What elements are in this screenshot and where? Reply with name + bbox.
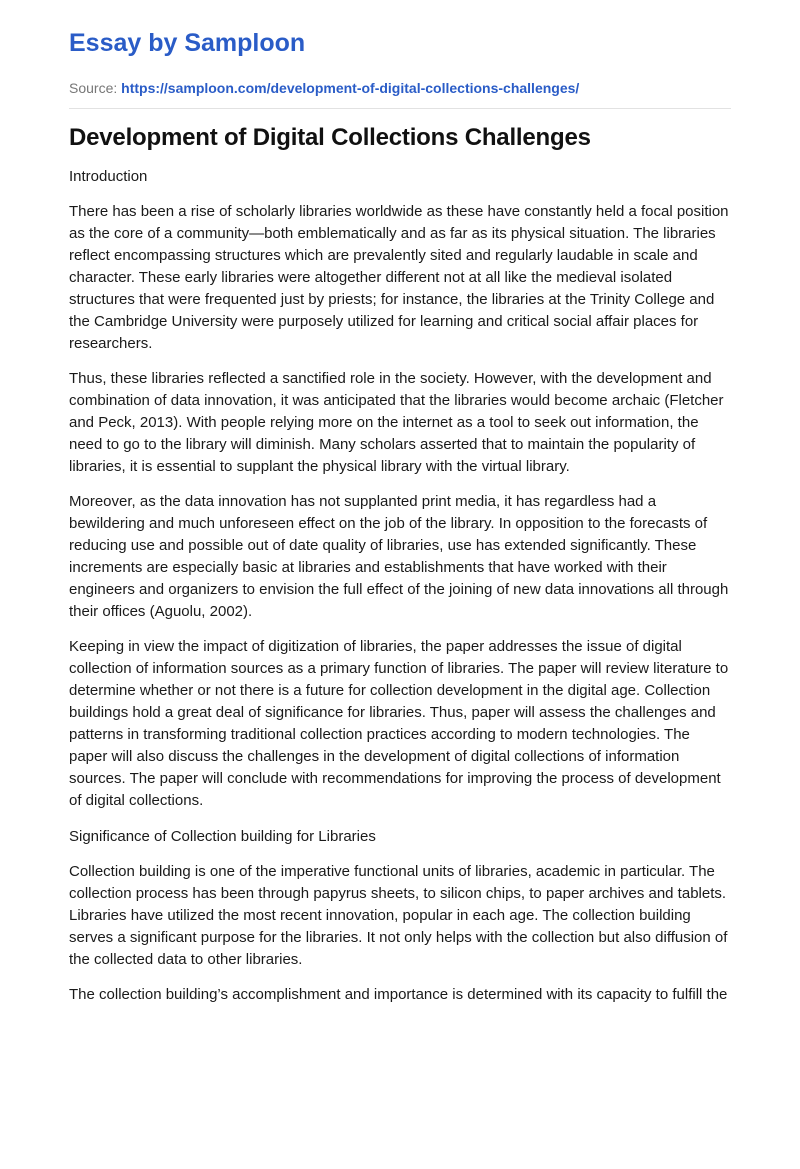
source-label: Source: bbox=[69, 80, 118, 96]
document-title: Development of Digital Collections Challenges bbox=[69, 124, 591, 151]
paragraph: Moreover, as the data innovation has not supplanted print media, it has regardless had a bewildering and much unforeseen effect on the job of the library. In opposition to the forecasts of reducing use and possible out of date quality of libraries, use has extended significantly. These increments are especially basic at libraries and establishments that have worked with their engineers and organizers to envision the full effect of the joining of new data innovations all through their offices (Aguolu, 2002). bbox=[69, 493, 729, 620]
brand-title[interactable]: Essay by Samploon bbox=[69, 29, 306, 57]
paragraph: There has been a rise of scholarly libraries worldwide as these have constantly held a focal position as the core of a community—both emblematically and as far as its physical situation. The libraries reflect encompassing structures which are prevalently sited and regularly laudable in scale and character. These early libraries were altogether different not at all like the medieval isolated structures that were frequented just by priests; for instance, the libraries at the Trinity College and the Cambridge University were purposely utilized for learning and critical social affair places for researchers. bbox=[69, 203, 729, 352]
essay-page bbox=[69, 26, 731, 1006]
paragraph: Thus, these libraries reflected a sanctified role in the society. However, with the development and combination of data innovation, it was anticipated that the libraries would become archaic (Fletcher and Peck, 2013). With people relying more on the internet as a tool to seek out information, the need to go to the library will diminish. Many scholars asserted that to maintain the popularity of libraries, it is essential to supplant the physical library with the virtual library. bbox=[69, 370, 724, 475]
source-line bbox=[69, 78, 731, 98]
paragraph: Keeping in view the impact of digitization of libraries, the paper addresses the issue of digital collection of information sources as a primary function of libraries. The paper will review literature to determine whether or not there is a future for collection development in the digital age. Collection buildings hold a great deal of significance for libraries. Thus, paper will assess the challenges and patterns in transforming traditional collection practices according to modern technologies. The paper will also discuss the challenges in the development of digital collections of information sources. The paper will conclude with recommendations for improving the process of development of digital collections. bbox=[69, 638, 729, 809]
paragraph: Collection building is one of the imperative functional units of libraries, academic in particular. The collection process has been through papyrus sheets, to silicon chips, to paper archives and tablets. Libraries have utilized the most recent innovation, popular in each age. The collection building serves a significant purpose for the libraries. It not only helps with the collection but also diffusion of the collected data to other libraries. bbox=[69, 863, 728, 968]
paragraph: The collection building’s accomplishment and importance is determined with its capacity to fulfill the bbox=[69, 986, 728, 1003]
header-divider bbox=[69, 108, 731, 109]
section-heading-significance: Significance of Collection building for Libraries bbox=[69, 828, 376, 845]
source-link[interactable]: https://samploon.com/development-of-digital-collections-challenges/ bbox=[121, 80, 580, 96]
section-heading-introduction: Introduction bbox=[69, 168, 148, 185]
